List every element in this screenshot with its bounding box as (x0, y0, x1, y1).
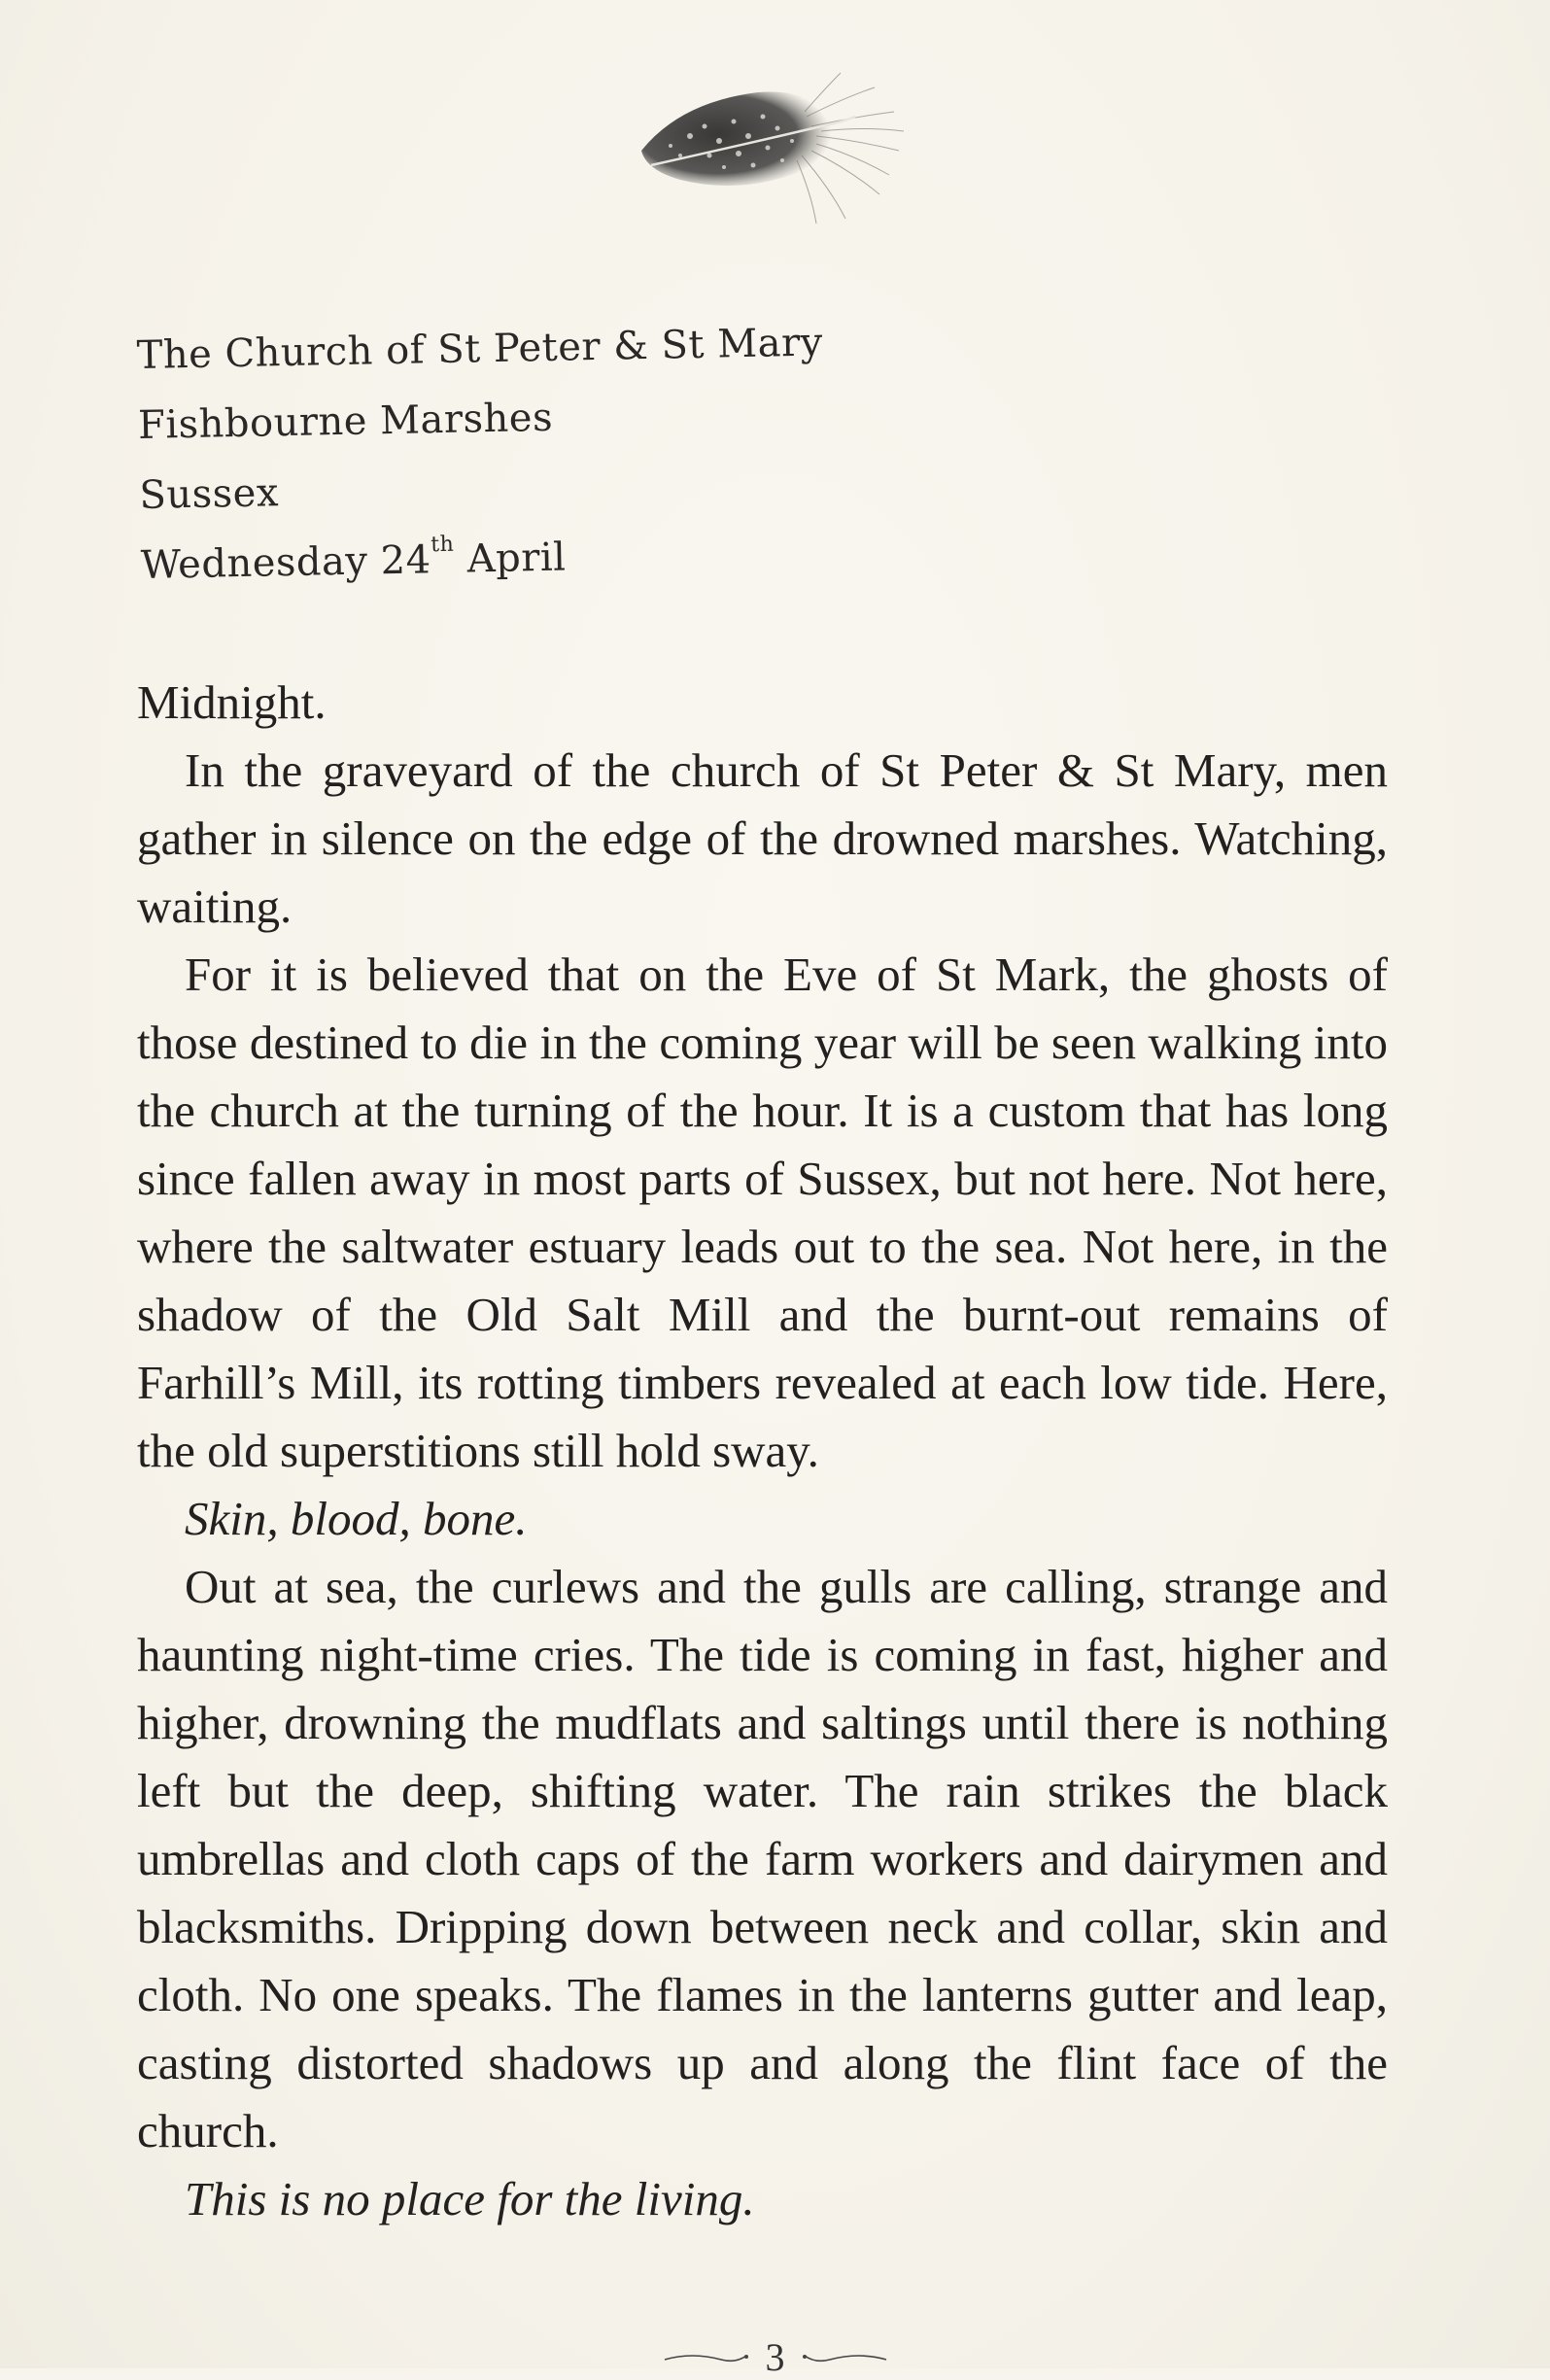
page-number-value: 3 (765, 2335, 785, 2380)
heading-date-day: Wednesday 24 (140, 537, 431, 588)
heading-date-month: April (454, 535, 567, 582)
body-text (137, 669, 1388, 2233)
right-swash-icon (801, 2348, 888, 2367)
heading-place: Fishbourne Marshes (137, 395, 554, 448)
heading-date (140, 517, 827, 601)
heading-county: Sussex (139, 470, 280, 518)
paragraph-eve-of-st-mark: For it is believed that on the Eve of St Mark, the ghosts of those destined to die in the coming year will be seen walking into the church at the turning of the hour. It is a custom that has long since fallen away in most parts of Sussex, but not here. Not here, where the saltwater estuary leads out to the sea. Not here, in the shadow of the Old Salt Mill and the burnt-out remains of Farhill’s Mill, its rotting timbers revealed at each low tide. Here, the old superstitions still hold sway. (137, 948, 1388, 1477)
paragraph-skin-blood-bone: Skin, blood, bone. (185, 1492, 528, 1545)
paragraph-midnight: Midnight. (137, 675, 327, 729)
heading-church: The Church of St Peter & St Mary (136, 320, 824, 378)
letter-heading (136, 307, 828, 601)
left-swash-icon (663, 2348, 750, 2367)
paragraph-graveyard: In the graveyard of the church of St Peter & St Mary, men gather in silence on the edge of the drowned marshes. Watching, waiting. (137, 743, 1388, 933)
paragraph-out-at-sea: Out at sea, the curlews and the gulls are calling, strange and haunting night-time cries. The tide is coming in fast, higher and higher, drowning the mudflats and saltings until there is nothing left but the deep, shifting water. The rain strikes the black umbrellas and cloth caps of the farm workers and dairymen and blacksmiths. Dripping down between neck and collar, skin and cloth. No one speaks. The flames in the lanterns gutter and leap, casting distorted shadows up and along the flint face of the church. (137, 1560, 1388, 2157)
heading-date-ordinal: th (431, 532, 455, 558)
paragraph-no-place: This is no place for the living. (185, 2172, 755, 2225)
feather-icon (612, 58, 923, 233)
page-number (0, 2330, 1550, 2380)
